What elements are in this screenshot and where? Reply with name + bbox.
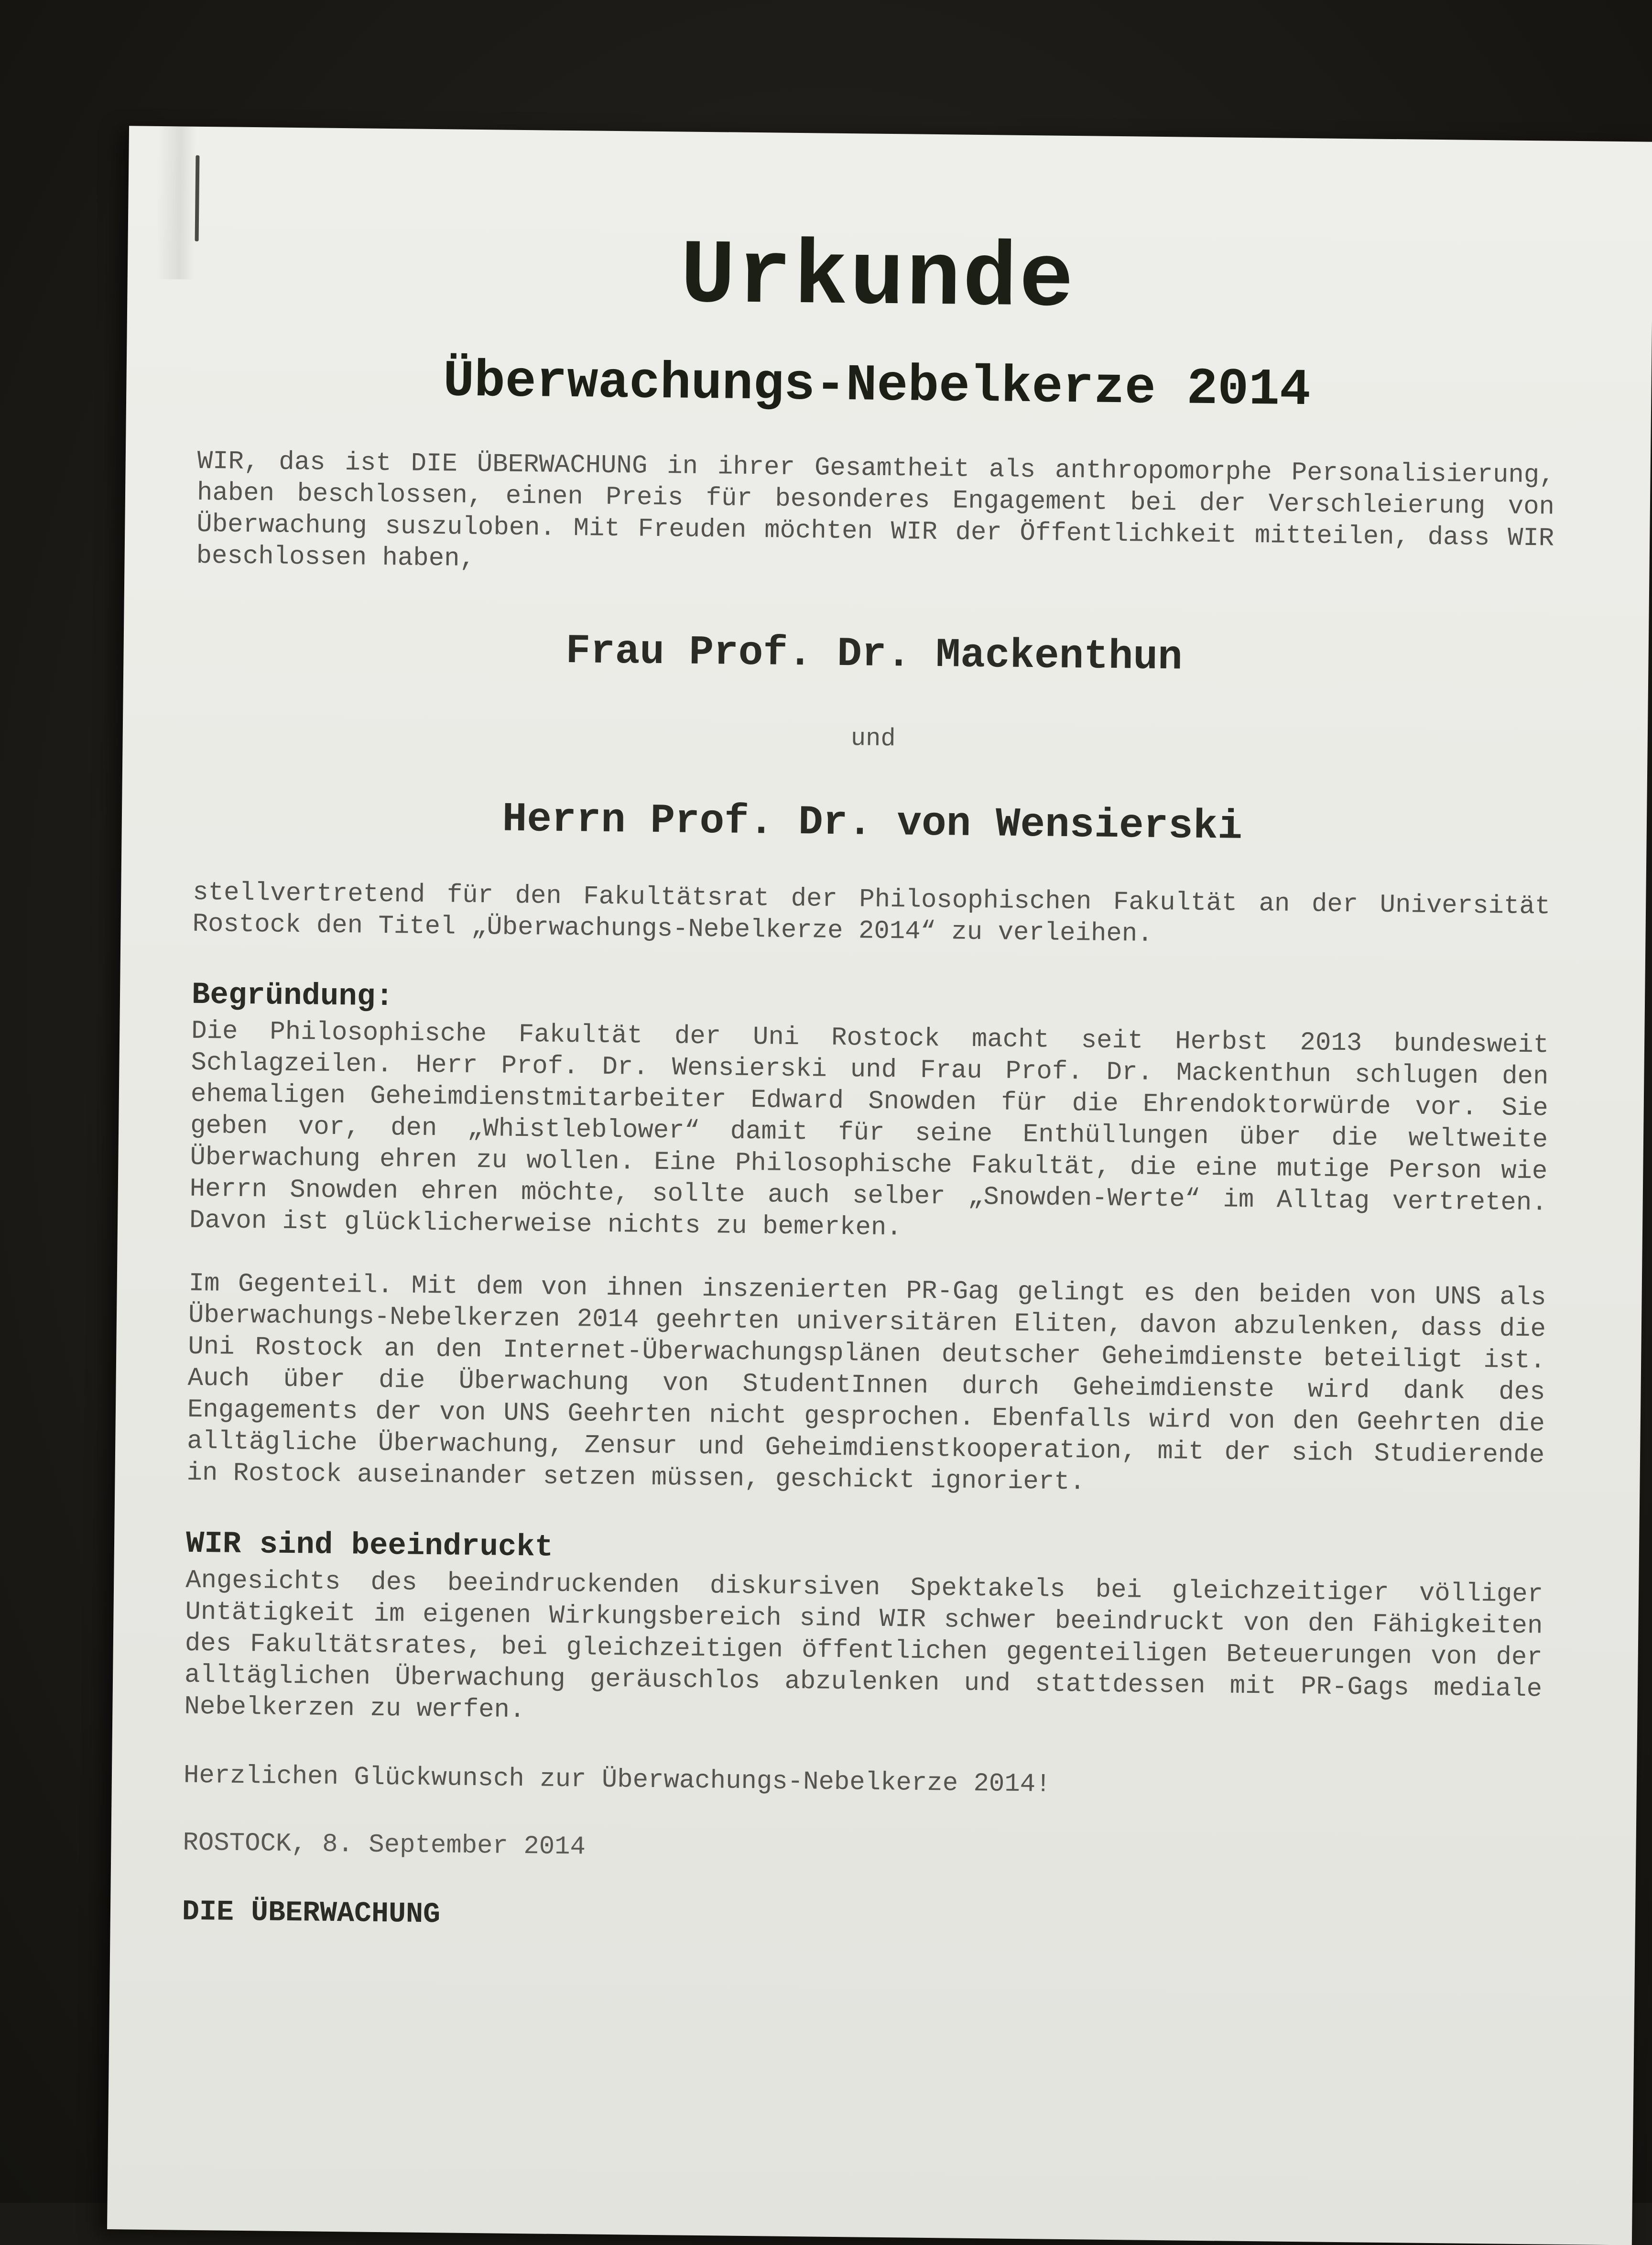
impressed-heading: WIR sind beeindruckt <box>185 1527 554 1566</box>
recipient-1: Frau Prof. Dr. Mackenthun <box>565 627 1183 681</box>
staple-mark <box>195 155 200 241</box>
recipient-connector: und <box>850 724 896 753</box>
reason-paragraph-1: Die Philosophische Fakultät der Uni Rostock macht seit Herbst 2013 bundesweit Schlagzeilen. Herr Prof. Dr. Wensierski und Frau Prof. Dr. Mackenthun schlugen den ehemaligen Geheimdienstmitarbeiter Edward Snowden für die Ehrendoktorwürde vor. Sie geben vor, den „Whistleblower“ damit für seine Enthüllungen über die weltweite Überwachung ehren zu wollen. Eine Philosophische Fakultät, die eine mutige Person wie Herrn Snowden ehren möchte, sollte auch selber „Snowden-Werte“ im Alltag vertreten. Davon ist glücklicherweise nichts zu bemerken. <box>189 1017 1549 1243</box>
certificate-content <box>182 222 1557 1942</box>
reason-paragraph-2: Im Gegenteil. Mit dem von ihnen inszenierten PR-Gag gelingt es den beiden von UNS als Überwachungs-Nebelkerzen 2014 geehrten universitären Eliten, davon abzulenken, dass die Uni Rostock an den Internet-Überwachungsplänen deutscher Geheimdienste beteiligt ist. Auch über die Überwachung von StudentInnen durch Geheimdienste wird dank des Engagements der von UNS Geehrten nicht gesprochen. Ebenfalls wird von den Geehrten die alltägliche Überwachung, Zensur und Geheimdienstkooperation, mit der sich Studierende in Rostock auseinander setzen müssen, geschickt ignoriert. <box>186 1269 1546 1497</box>
impressed-paragraph: Angesichts des beeindruckenden diskursiven Spektakels bei gleichzeitiger völliger Untätigkeit im eigenen Wirkungsbereich sind WIR schwer beeindruckt von den Fähigkeiten des Fakultätsrates, bei gleichzeitigen öffentlichen gegenteiligen Beteuerungen von der alltäglichen Überwachung geräuschlos abzulenken und stattdessen mit PR-Gags mediale Nebelkerzen zu werfen. <box>184 1566 1543 1725</box>
place-date: ROSTOCK, 8. September 2014 <box>183 1828 586 1862</box>
certificate-subtitle: Überwachungs-Nebelkerze 2014 <box>443 352 1311 420</box>
closing-line: Herzlichen Glückwunsch zur Überwachungs-Nebelkerze 2014! <box>183 1761 1051 1799</box>
intro-paragraph: WIR, das ist DIE ÜBERWACHUNG in ihrer Gesamtheit als anthropomorphe Personalisierung, haben beschlossen, einen Preis für besonderes Engagement bei der Verschleierung von Überwachung suszuloben. Mit Freuden möchten WIR der Öffentlichkeit mitteilen, dass WIR beschlossen haben, <box>196 447 1555 574</box>
page-curl <box>156 126 196 280</box>
certificate-title: Urkunde <box>680 226 1076 333</box>
recipient-2: Herrn Prof. Dr. von Wensierski <box>502 796 1243 851</box>
signature: DIE ÜBERWACHUNG <box>182 1896 441 1931</box>
certificate-sheet <box>107 126 1652 2245</box>
award-statement: stellvertretend für den Fakultätsrat der Philosophischen Fakultät an der Universität Rostock den Titel „Überwachungs-Nebelkerze 2014“ zu verleihen. <box>192 878 1551 949</box>
reason-heading: Begründung: <box>191 978 394 1015</box>
